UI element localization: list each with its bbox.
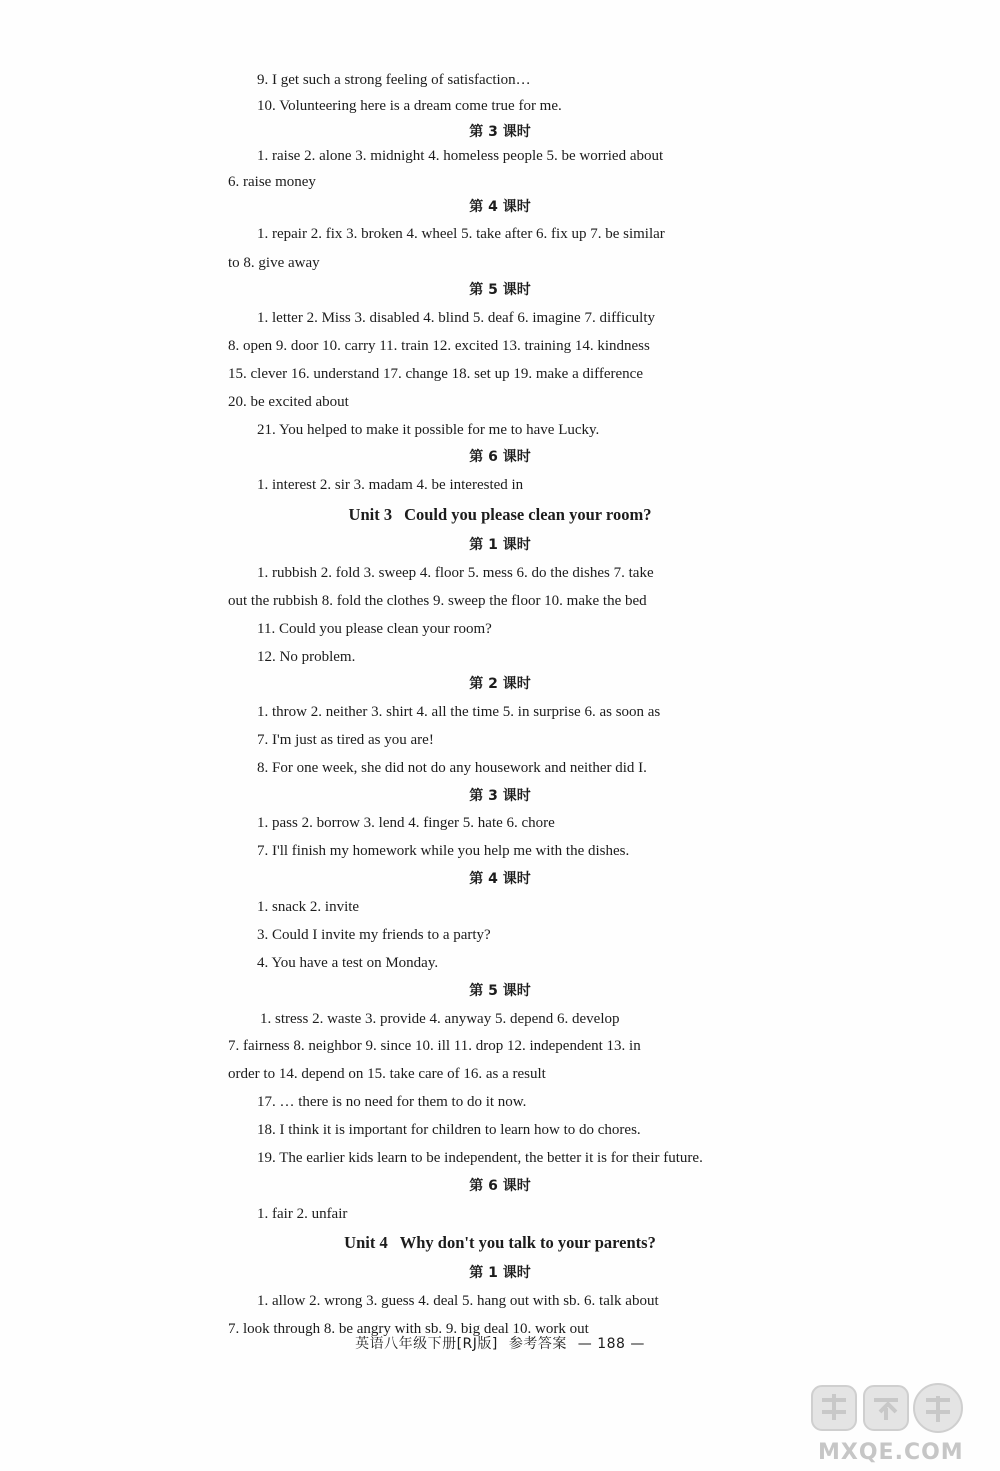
answer-line: 6. raise money <box>228 174 316 190</box>
unit-number: Unit 4 <box>344 1233 388 1252</box>
answer-line: 4. You have a test on Monday. <box>257 955 439 971</box>
answer-line: 3. Could I invite my friends to a party? <box>257 927 491 943</box>
answer-line: 15. clever 16. understand 17. change 18. set up 19. make a difference <box>228 366 643 382</box>
answer-line: 20. be excited about <box>228 394 349 410</box>
answer-line: 1. snack 2. invite <box>257 899 360 915</box>
answer-line: 7. fairness 8. neighbor 9. since 10. ill 11. drop 12. independent 13. in <box>228 1038 641 1054</box>
answer-line: 1. allow 2. wrong 3. guess 4. deal 5. hang out with sb. 6. talk about <box>257 1293 659 1309</box>
lesson-heading: 第 1 课时 <box>469 537 531 553</box>
answer-line: 1. raise 2. alone 3. midnight 4. homeless people 5. be worried about <box>257 148 664 164</box>
lesson-heading: 第 6 课时 <box>469 1178 531 1194</box>
lesson-heading: 第 4 课时 <box>469 871 531 887</box>
page-footer <box>0 1333 1000 1353</box>
answer-line: 1. stress 2. waste 3. provide 4. anyway 5. depend 6. develop <box>260 1011 620 1027</box>
answer-line: 1. rubbish 2. fold 3. sweep 4. floor 5. mess 6. do the dishes 7. take <box>257 565 654 581</box>
answer-line: 12. No problem. <box>257 649 356 665</box>
lesson-heading: 第 4 课时 <box>469 199 531 215</box>
answer-line: 7. I'll finish my homework while you help me with the dishes. <box>257 843 630 859</box>
lesson-heading: 第 5 课时 <box>469 983 531 999</box>
answer-line: 8. open 9. door 10. carry 11. train 12. excited 13. training 14. kindness <box>228 338 650 354</box>
answer-line: 11. Could you please clean your room? <box>257 621 492 637</box>
answer-line: 18. I think it is important for children to learn how to do chores. <box>257 1122 641 1138</box>
answer-line: 1. letter 2. Miss 3. disabled 4. blind 5. deaf 6. imagine 7. difficulty <box>257 310 655 326</box>
footer-page-number: — 188 — <box>577 1336 645 1352</box>
lesson-heading: 第 6 课时 <box>469 449 531 465</box>
unit-title: Why don't you talk to your parents? <box>399 1233 656 1252</box>
answer-line: 1. repair 2. fix 3. broken 4. wheel 5. take after 6. fix up 7. be similar <box>257 226 665 242</box>
answer-line: 19. The earlier kids learn to be independent, the better it is for their future. <box>257 1150 703 1166</box>
answer-line: out the rubbish 8. fold the clothes 9. sweep the floor 10. make the bed <box>228 593 647 609</box>
footer-book-title: 英语八年级下册[RJ版] <box>355 1336 498 1352</box>
answer-line: 1. interest 2. sir 3. madam 4. be interested in <box>257 477 524 493</box>
lesson-heading: 第 3 课时 <box>469 124 531 140</box>
footer-section: 参考答案 <box>508 1336 567 1352</box>
lesson-heading: 第 2 课时 <box>469 676 531 692</box>
lesson-heading: 第 5 课时 <box>469 282 531 298</box>
unit-number: Unit 3 <box>348 505 393 524</box>
answer-line: 21. You helped to make it possible for me to have Lucky. <box>257 422 600 438</box>
answer-line: order to 14. depend on 15. take care of 16. as a result <box>228 1066 546 1082</box>
unit-title: Could you please clean your room? <box>404 505 652 524</box>
answer-line: to 8. give away <box>228 255 320 271</box>
unit-heading <box>0 1232 1000 1254</box>
lesson-heading: 第 3 课时 <box>469 788 531 804</box>
answer-line: 10. Volunteering here is a dream come true for me. <box>257 98 562 114</box>
answer-line: 1. pass 2. borrow 3. lend 4. finger 5. hate 6. chore <box>257 815 555 831</box>
answer-line: 17. … there is no need for them to do it now. <box>257 1094 527 1110</box>
answer-line: 7. I'm just as tired as you are! <box>257 732 434 748</box>
lesson-heading: 第 1 课时 <box>469 1265 531 1281</box>
unit-heading <box>0 504 1000 526</box>
watermark-site-text: MXQE.COM <box>818 1440 964 1465</box>
answer-line: 9. I get such a strong feeling of satisfaction… <box>257 72 531 88</box>
answer-line: 7. look through 8. be angry with sb. 9. big deal 10. work out <box>228 1321 589 1337</box>
answer-line: 1. fair 2. unfair <box>257 1206 348 1222</box>
answer-line: 8. For one week, she did not do any housework and neither did I. <box>257 760 647 776</box>
answer-line: 1. throw 2. neither 3. shirt 4. all the time 5. in surprise 6. as soon as <box>257 704 661 720</box>
